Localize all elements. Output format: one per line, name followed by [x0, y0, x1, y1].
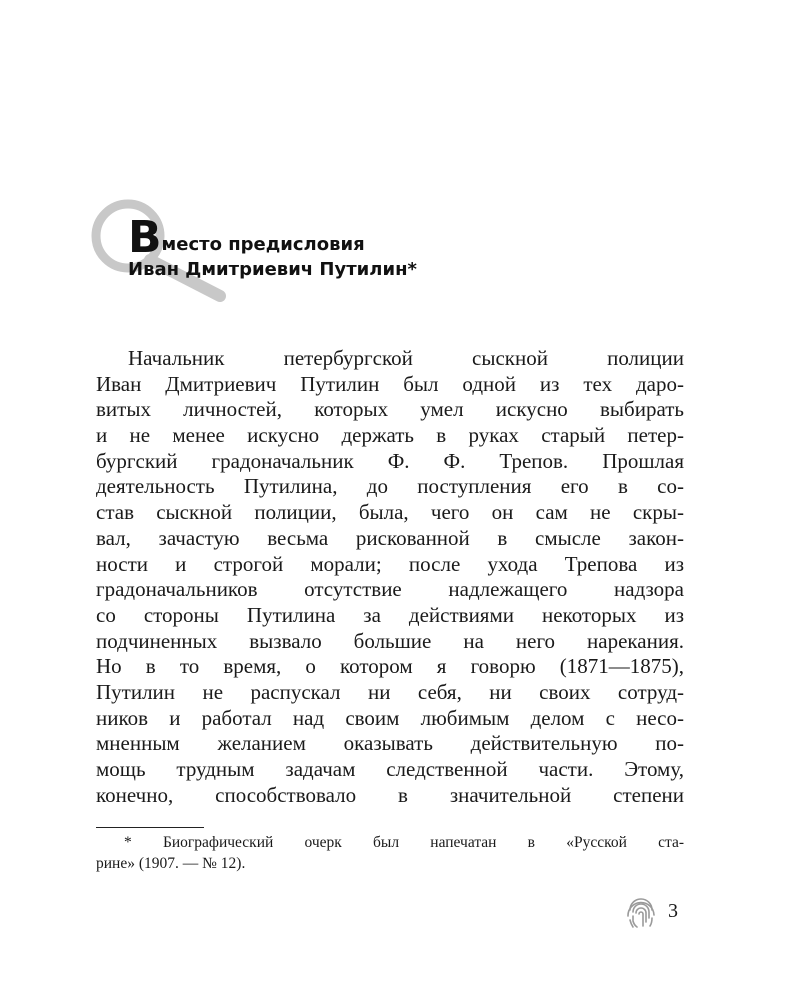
text-line: мненным желанием оказывать действительную по- — [96, 731, 684, 756]
chapter-title: место предисловия — [161, 234, 365, 255]
fingerprint-icon — [624, 896, 658, 930]
text-line: Путилин не распускал ни себя, ни своих сотруд- — [96, 679, 684, 704]
text-line: витых личностей, которых умел искусно выбирать — [96, 397, 684, 422]
text-line: Иван Дмитриевич Путилин был одной из тех даро- — [96, 371, 684, 396]
body-paragraph — [96, 346, 684, 808]
chapter-subtitle: Иван Дмитриевич Путилин* — [128, 259, 417, 280]
text-line: став сыскной полиции, была, чего он сам не скры- — [96, 500, 684, 525]
text-line: Но в то время, о котором я говорю (1871—1875), — [96, 654, 684, 679]
text-line: ности и строгой морали; после ухода Трепова из — [96, 551, 684, 576]
footnote-line: * Биографический очерк был напечатан в «Русской ста- — [124, 834, 684, 851]
text-line: со стороны Путилина за действиями некоторых из — [96, 602, 684, 627]
text-line: и не менее искусно держать в руках старый петер- — [96, 423, 684, 448]
footnote-divider — [96, 827, 204, 828]
text-line: вал, зачастую весьма рискованной в смысле закон- — [96, 525, 684, 550]
dropcap-letter: В — [128, 212, 161, 263]
text-line: ников и работал над своим любимым делом с несо- — [96, 705, 684, 730]
page-number: 3 — [668, 900, 678, 922]
footnote-line: рине» (1907. — № 12). — [96, 855, 246, 872]
text-line: деятельность Путилина, до поступления его в со- — [96, 474, 684, 499]
footnote — [96, 832, 684, 874]
text-line: мощь трудным задачам следственной части. Этому, — [96, 757, 684, 781]
chapter-heading — [128, 212, 417, 282]
text-line: Начальник петербургской сыскной полиции — [128, 346, 684, 370]
text-line: подчиненных вызвало большие на него нарекания. — [96, 628, 684, 653]
text-line: конечно, способствовало в значительной степени — [96, 782, 684, 807]
text-line: градоначальников отсутствие надлежащего надзора — [96, 577, 684, 602]
text-line: бургский градоначальник Ф. Ф. Трепов. Прошлая — [96, 448, 684, 473]
